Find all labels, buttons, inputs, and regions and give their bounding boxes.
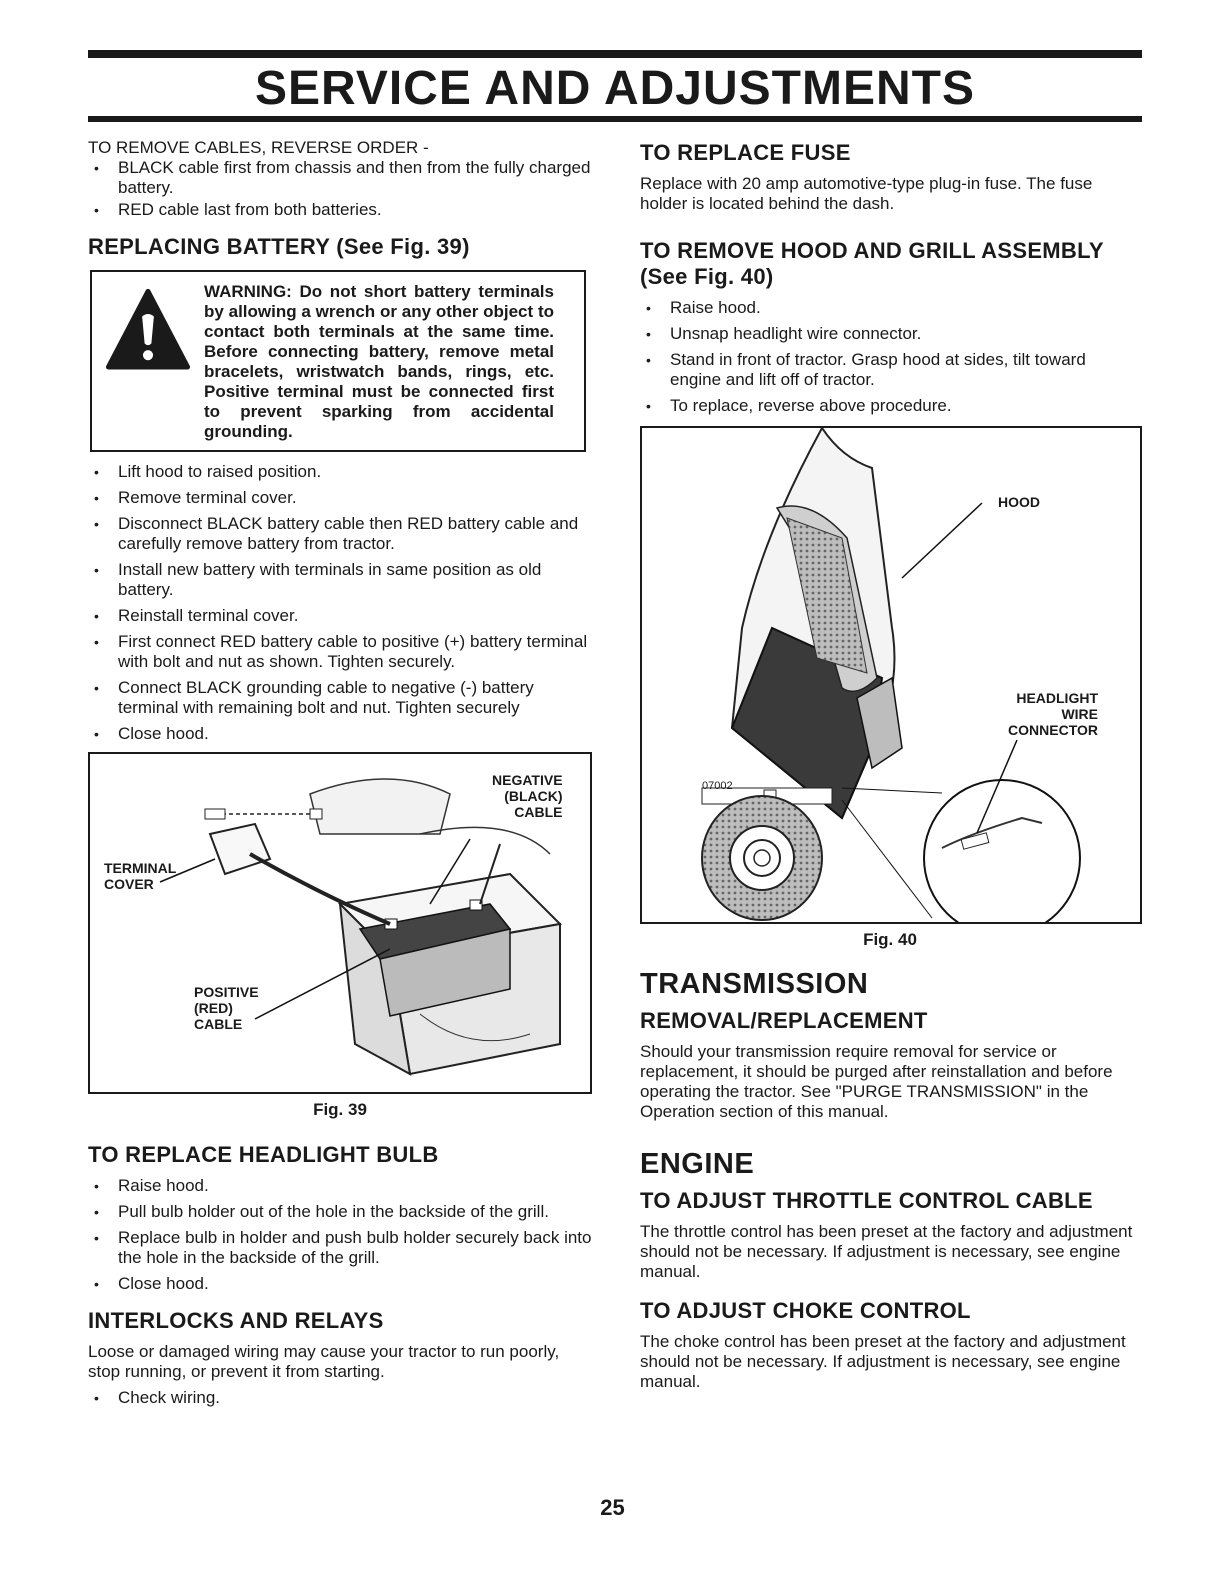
list-item: • Lift hood to raised position. [88,462,592,482]
list-item: • RED cable last from both batteries. [88,200,592,220]
battery-steps-list [88,462,592,744]
list-item: • Close hood. [88,1274,592,1294]
choke-heading: TO ADJUST CHOKE CONTROL [640,1298,971,1323]
negative-cable-label: NEGATIVE (BLACK) CABLE [492,772,563,820]
list-item: • Connect BLACK grounding cable to negative (-) battery terminal with remaining bolt and nut. Tighten securely [88,678,592,718]
left-column [88,138,592,1414]
interlocks-heading: INTERLOCKS AND RELAYS [88,1308,384,1333]
right-column [640,138,1140,1392]
list-item: • Replace bulb in holder and push bulb holder securely back into the hole in the backside of the grill. [88,1228,592,1268]
hood-illustration [642,428,1140,922]
list-item: • Close hood. [88,724,592,744]
list-item: • Raise hood. [88,1176,592,1196]
positive-cable-label: POSITIVE (RED) CABLE [194,984,259,1032]
interlocks-steps-list [88,1388,592,1408]
terminal-cover-label: TERMINAL COVER [104,860,177,892]
figure-39 [88,752,592,1094]
list-item: • First connect RED battery cable to positive (+) battery terminal with bolt and nut as shown. Tighten securely. [88,632,592,672]
fuse-text: Replace with 20 amp automotive-type plug-in fuse. The fuse holder is located behind the dash. [640,174,1093,213]
warning-icon [106,288,190,372]
throttle-heading: TO ADJUST THROTTLE CONTROL CABLE [640,1188,1093,1213]
list-item: • Remove terminal cover. [88,488,592,508]
engine-heading: ENGINE [640,1148,755,1180]
title-rule-bottom [88,116,1142,122]
figure-39-caption: Fig. 39 [313,1100,367,1119]
hood-heading: TO REMOVE HOOD AND GRILL ASSEMBLY (See Fig. 40) [640,238,1104,289]
hood-steps-list [640,298,1140,416]
fuse-heading: TO REPLACE FUSE [640,140,851,165]
remove-cables-heading: TO REMOVE CABLES, REVERSE ORDER - [88,138,429,157]
list-item: • Disconnect BLACK battery cable then RED battery cable and carefully remove battery from tractor. [88,514,592,554]
warning-text: WARNING: Do not short battery terminals by allowing a wrench or any other object to contact both terminals at the same time. Before connecting battery, remove metal bracelets, wristwatch bands, rings, etc. Positive terminal must be connected first to prevent sparking from accidental grounding. [204,282,554,441]
throttle-text: The throttle control has been preset at the factory and adjustment should not be necessary. If adjustment is necessary, see engine manual. [640,1222,1133,1281]
choke-text: The choke control has been preset at the factory and adjustment should not be necessary. If adjustment is necessary, see engine manual. [640,1332,1126,1391]
list-item: • Raise hood. [640,298,1140,318]
list-item: • Install new battery with terminals in same position as old battery. [88,560,592,600]
headlight-heading: TO REPLACE HEADLIGHT BULB [88,1142,439,1167]
list-item: • BLACK cable first from chassis and then from the fully charged battery. [88,158,592,198]
replacing-battery-heading: REPLACING BATTERY (See Fig. 39) [88,234,470,259]
list-item: • Check wiring. [88,1388,592,1408]
transmission-text: Should your transmission require removal for service or replacement, it should be purged after reinstallation and before operating the tractor. See "PURGE TRANSMISSION" in the Operation section of this manual. [640,1042,1113,1121]
transmission-heading: TRANSMISSION [640,968,869,1000]
removal-replacement-heading: REMOVAL/REPLACEMENT [640,1008,928,1033]
figure-40 [640,426,1142,924]
headlight-connector-label: HEADLIGHT WIRE CONNECTOR [1008,690,1098,738]
list-item: • Reinstall terminal cover. [88,606,592,626]
list-item: • To replace, reverse above procedure. [640,396,1140,416]
remove-cables-list [88,158,592,220]
title-rule-top [88,50,1142,58]
hood-label: HOOD [998,494,1040,510]
list-item: • Unsnap headlight wire connector. [640,324,1140,344]
warning-box [90,270,586,452]
part-code: 07002 [702,780,733,792]
interlocks-text: Loose or damaged wiring may cause your tractor to run poorly, stop running, or prevent it from starting. [88,1342,560,1381]
page-number: 25 [600,1495,625,1520]
headlight-steps-list [88,1176,592,1294]
page-title: SERVICE AND ADJUSTMENTS [255,62,975,115]
figure-40-caption: Fig. 40 [863,930,917,949]
list-item: • Stand in front of tractor. Grasp hood at sides, tilt toward engine and lift off of tractor. [640,350,1140,390]
list-item: • Pull bulb holder out of the hole in the backside of the grill. [88,1202,592,1222]
